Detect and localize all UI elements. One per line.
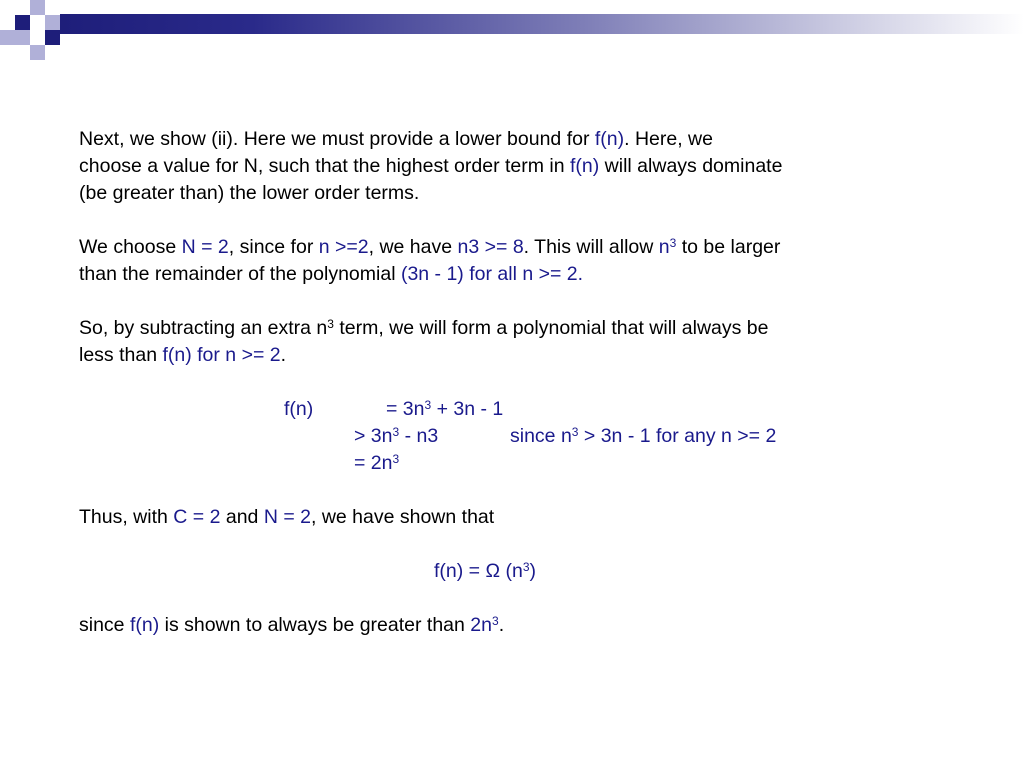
- math-lhs: f(n): [284, 398, 314, 420]
- text-line: So, by subtracting an extra $n^3$ term, we will form a polynomial that will always be: [79, 316, 769, 339]
- text-line: (be greater than) the lower order terms.: [79, 182, 420, 204]
- paragraph-choose-n: [79, 234, 929, 288]
- deco-square-light: [30, 45, 45, 60]
- math-line-1: = $3n^3 + 3n - 1$: [386, 397, 504, 420]
- deco-square-dark: [45, 30, 60, 45]
- deco-square-light: [0, 30, 15, 45]
- paragraph-lower-bound: [79, 126, 929, 207]
- text-line: than the remainder of the polynomial (3n - 1) for all n >= 2.: [79, 263, 584, 285]
- deco-square-dark: [15, 15, 30, 30]
- paragraph-conclusion: [79, 504, 929, 531]
- header-gradient-bar: [60, 14, 1024, 34]
- math-derivation: [79, 396, 929, 477]
- text-line: choose a value for N, such that the highest order term in f(n) will always dominate: [79, 155, 783, 177]
- paragraph-subtract-term: [79, 315, 929, 369]
- deco-square-light: [30, 0, 45, 15]
- deco-square-light: [15, 30, 30, 45]
- text-line: less than f(n) for n >= 2.: [79, 344, 287, 366]
- text-line: Thus, with C = 2 and N = 2, we have shown that: [79, 506, 495, 528]
- paragraph-since: [79, 612, 929, 639]
- math-line-2-reason: since $n^3 > 3n - 1$ for any n >= 2: [510, 424, 777, 447]
- omega-symbol: Ω: [485, 560, 501, 582]
- text-line: We choose N = 2, since for n >=2, we have n3 >= 8. This will allow $n^3$ to be larger: [79, 235, 781, 258]
- text-line: Next, we show (ii). Here we must provide a lower bound for f(n). Here, we: [79, 128, 713, 150]
- omega-result: f(n) = Ω $(n^3)$: [434, 559, 537, 582]
- math-line-3: = $2n^3$: [354, 451, 400, 474]
- slide-body: [79, 126, 929, 639]
- math-line-2: > $3n^3 - n3$: [354, 424, 439, 447]
- deco-square-light: [45, 15, 60, 30]
- text-line: since f(n) is shown to always be greater than $2n^3$.: [79, 613, 505, 636]
